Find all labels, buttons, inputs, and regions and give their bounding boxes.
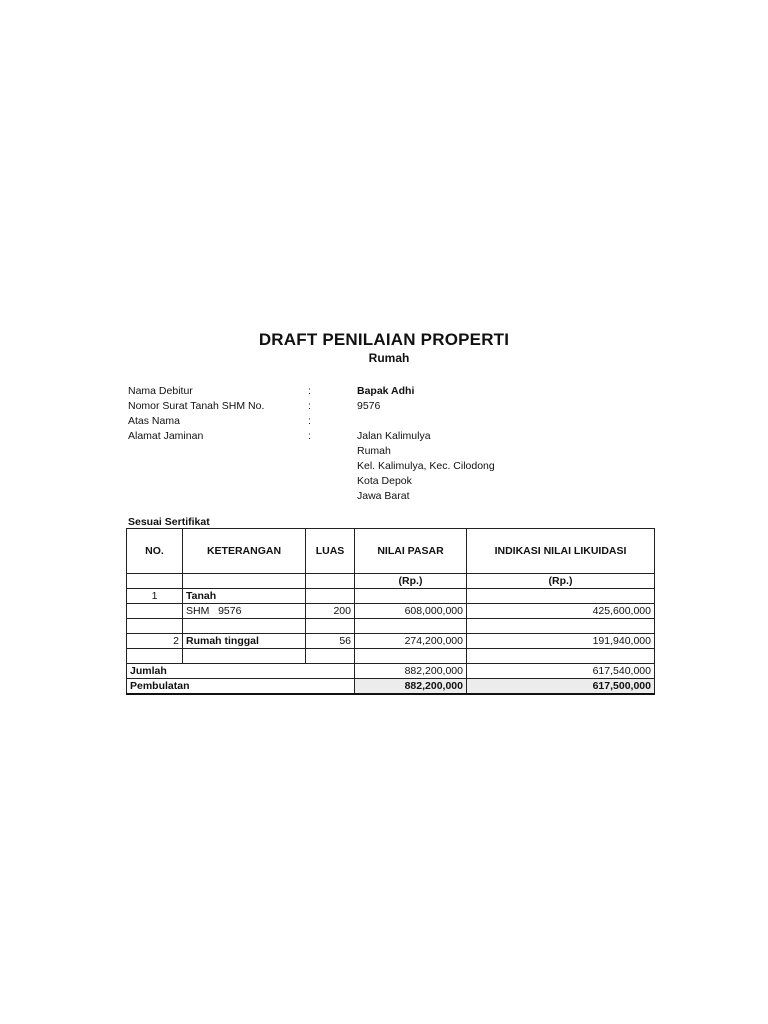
spacer-row [127,619,655,634]
unit-indikasi: (Rp.) [467,574,655,589]
valuation-table [126,528,655,695]
colon: : [308,385,311,397]
alamat-line-4: Kota Depok [357,475,412,487]
jumlah-row [127,664,655,679]
row-luas: 200 [306,604,355,619]
alamat-label: Alamat Jaminan [128,430,204,442]
document-title: DRAFT PENILAIAN PROPERTI [258,330,510,349]
row-keterangan: Tanah [183,589,306,604]
header-indikasi: INDIKASI NILAI LIKUIDASI [467,529,655,574]
table-row [127,604,655,619]
row-keterangan: SHM 9576 [183,604,306,619]
unit-nilai-pasar: (Rp.) [355,574,467,589]
colon: : [308,430,311,442]
row-no: 2 [127,634,183,649]
alamat-line-2: Rumah [357,445,391,457]
row-indikasi: 425,600,000 [467,604,655,619]
row-nilai-pasar: 274,200,000 [355,634,467,649]
row-luas: 56 [306,634,355,649]
debitur-label: Nama Debitur [128,385,193,397]
pembulatan-row [127,679,655,695]
pembulatan-nilai-pasar: 882,200,000 [355,679,467,695]
shm-label: Nomor Surat Tanah SHM No. [128,400,265,412]
row-nilai-pasar: 608,000,000 [355,604,467,619]
table-row [127,634,655,649]
spacer-row [127,649,655,664]
table-row [127,589,655,604]
row-no: 1 [127,589,183,604]
alamat-line-1: Jalan Kalimulya [357,430,431,442]
row-keterangan: Rumah tinggal [183,634,306,649]
section-title: Sesuai Sertifikat [128,516,210,528]
header-keterangan: KETERANGAN [183,529,306,574]
colon: : [308,415,311,427]
pembulatan-indikasi: 617,500,000 [467,679,655,695]
atas-nama-label: Atas Nama [128,415,180,427]
header-no: NO. [127,529,183,574]
debitur-value: Bapak Adhi [357,385,415,397]
pembulatan-label: Pembulatan [127,679,355,695]
header-luas: LUAS [306,529,355,574]
alamat-line-5: Jawa Barat [357,490,410,502]
document-subtitle: Rumah [368,351,410,365]
unit-row [127,574,655,589]
jumlah-indikasi: 617,540,000 [467,664,655,679]
header-nilai-pasar: NILAI PASAR [355,529,467,574]
alamat-line-3: Kel. Kalimulya, Kec. Cilodong [357,460,495,472]
shm-value: 9576 [357,400,381,412]
colon: : [308,400,311,412]
jumlah-nilai-pasar: 882,200,000 [355,664,467,679]
jumlah-label: Jumlah [127,664,355,679]
table-header-row [127,529,655,574]
row-indikasi: 191,940,000 [467,634,655,649]
